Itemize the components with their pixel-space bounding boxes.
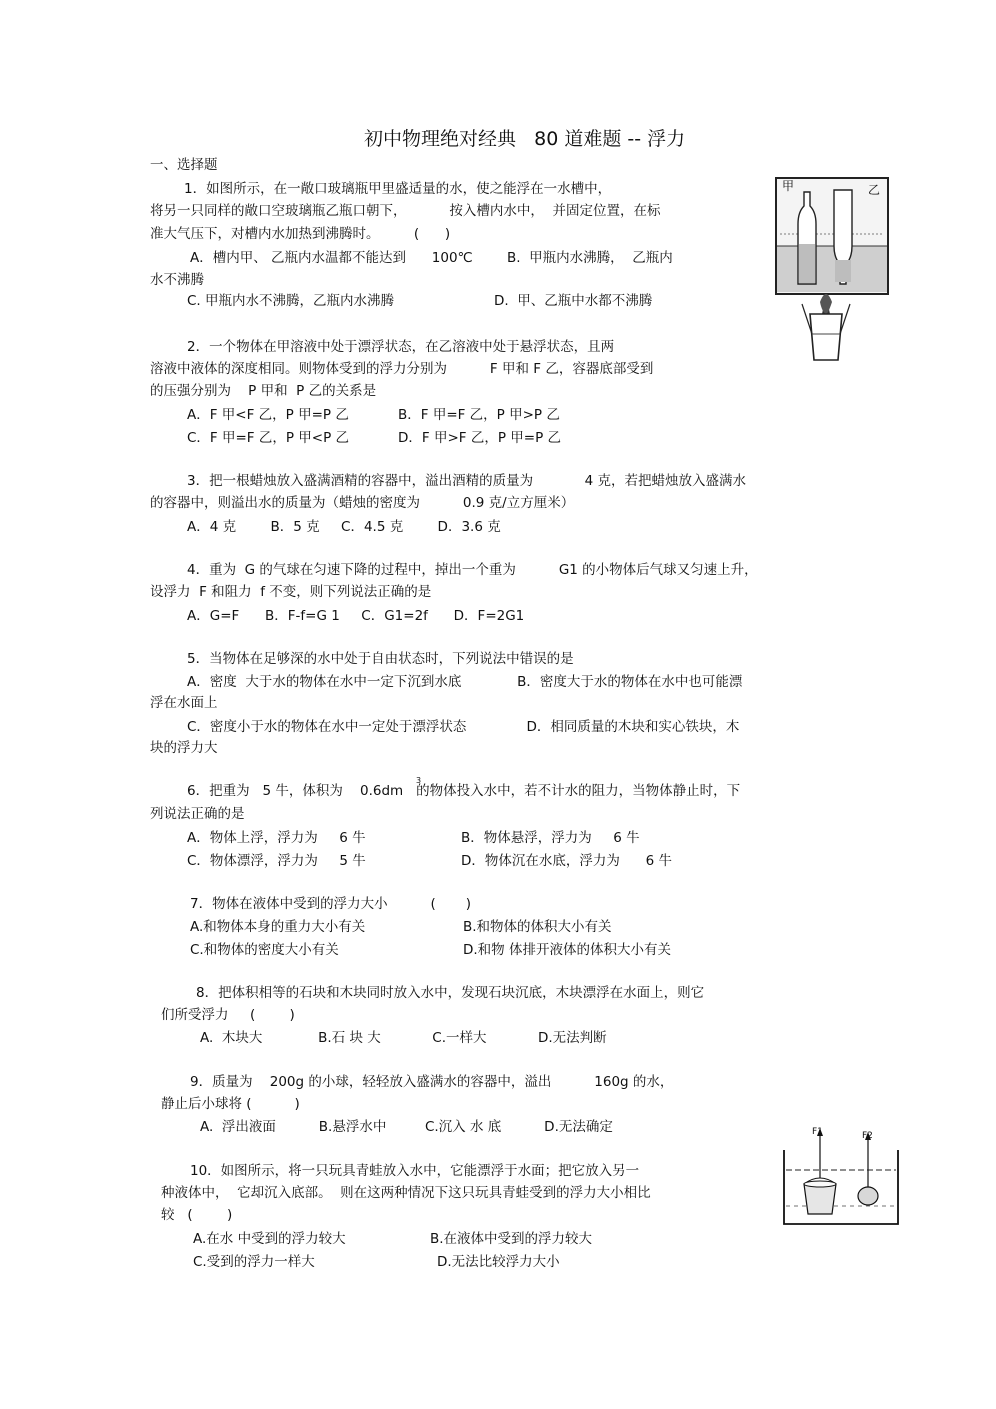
q8-options: A. 木块大 B.石 块 大 C.一样大 D.无法判断: [200, 1030, 607, 1046]
q10-figure-tank: [778, 1122, 902, 1228]
q3-line-2: 的容器中，则溢出水的质量为（蜡烛的密度为 0.9 克/立方厘米）: [150, 495, 575, 511]
q1-option-c: C. 甲瓶内水不沸腾，乙瓶内水沸腾: [187, 293, 395, 309]
q10-line-3: 较 ( ): [161, 1207, 233, 1223]
fig-label-f1: F1: [812, 1127, 823, 1137]
q1-figure-bottles: [772, 174, 892, 366]
q2-option-a: A．F 甲<F 乙，P 甲=P 乙: [187, 407, 349, 423]
q6-option-d: D．物体沉在水底，浮力为 6 牛: [461, 853, 673, 869]
q6-option-a: A．物体上浮，浮力为 6 牛: [187, 830, 366, 846]
q4-line-1: 4．重为 G 的气球在匀速下降的过程中，掉出一个重为 G1 的小物体后气球又匀速上升，: [187, 562, 758, 578]
q3-line-1: 3．把一根蜡烛放入盛满酒精的容器中，溢出酒精的质量为 4 克，若把蜡烛放入盛满水: [187, 473, 746, 489]
q9-line-2: 静止后小球将 ( ): [161, 1096, 300, 1112]
q2-option-d: D．F 甲>F 乙，P 甲=P 乙: [398, 430, 561, 446]
q5-option-c-cont: 块的浮力大: [150, 740, 218, 756]
q4-line-2: 设浮力 F 和阻力 f 不变，则下列说法正确的是: [150, 584, 432, 600]
q5-option-a-cont: 浮在水面上: [150, 695, 218, 711]
section-heading: 一、选择题: [150, 157, 218, 173]
page-title: 初中物理绝对经典 80 道难题 -- 浮力: [364, 128, 686, 150]
q5-option-c: C．密度小于水的物体在水中一定处于漂浮状态 D．相同质量的木块和实心铁块，木: [187, 719, 740, 735]
fig-label-yi: 乙: [868, 183, 881, 197]
q5-line-1: 5．当物体在足够深的水中处于自由状态时，下列说法中错误的是: [187, 651, 574, 667]
q2-line-1: 2．一个物体在甲溶液中处于漂浮状态，在乙溶液中处于悬浮状态，且两: [187, 339, 615, 355]
q7-line-1: 7．物体在液体中受到的浮力大小 ( ): [190, 896, 472, 912]
q10-option-a: A.在水 中受到的浮力较大: [193, 1231, 346, 1247]
q10-option-d: D.无法比较浮力大小: [437, 1254, 560, 1270]
q6-superscript: 3: [416, 776, 422, 785]
q10-option-c: C.受到的浮力一样大: [193, 1254, 315, 1270]
q8-line-1: 8．把体积相等的石块和木块同时放入水中，发现石块沉底，木块漂浮在水面上，则它: [196, 985, 705, 1001]
q8-line-2: 们所受浮力 ( ): [161, 1007, 295, 1023]
q2-line-3: 的压强分别为 P 甲和 P 乙的关系是: [150, 383, 377, 399]
q7-option-a: A.和物体本身的重力大小有关: [190, 919, 366, 935]
q10-line-2: 种液体中， 它却沉入底部。 则在这两种情况下这只玩具青蛙受到的浮力大小相比: [161, 1185, 651, 1201]
q10-line-1: 10．如图所示，将一只玩具青蛙放入水中，它能漂浮于水面；把它放入另一: [190, 1163, 640, 1179]
q3-options: A．4 克 B．5 克 C．4.5 克 D．3.6 克: [187, 519, 501, 535]
fig-label-f2: F2: [862, 1131, 873, 1141]
q2-line-2: 溶液中液体的深度相同。则物体受到的浮力分别为 F 甲和 F 乙，容器底部受到: [150, 361, 654, 377]
q1-option-a: A．槽内甲、 乙瓶内水温都不能达到 100℃ B. 甲瓶内水沸腾， 乙瓶内: [190, 250, 673, 266]
q2-option-c: C．F 甲=F 乙，P 甲<P 乙: [187, 430, 350, 446]
q5-option-a: A．密度 大于水的物体在水中一定下沉到水底 B．密度大于水的物体在水中也可能漂: [187, 674, 743, 690]
q6-option-b: B．物体悬浮，浮力为 6 牛: [461, 830, 640, 846]
q1-line-3: 准大气压下，对槽内水加热到沸腾时。 ( ): [150, 226, 451, 242]
q6-line-1: 6．把重为 5 牛，体积为 0.6dm 的物体投入水中，若不计水的阻力，当物体静止时，下: [187, 783, 741, 799]
q7-option-d: D.和物 体排开液体的体积大小有关: [463, 942, 671, 958]
q1-line-1: 1．如图所示，在一敞口玻璃瓶甲里盛适量的水，使之能浮在一水槽中，: [184, 181, 612, 197]
q4-options: A．G=F B．F-f=G 1 C．G1=2f D．F=2G1: [187, 608, 525, 624]
q7-option-b: B.和物体的体积大小有关: [463, 919, 612, 935]
q10-option-b: B.在液体中受到的浮力较大: [430, 1231, 593, 1247]
q2-option-b: B．F 甲=F 乙，P 甲>P 乙: [398, 407, 560, 423]
q1-option-d: D. 甲、乙瓶中水都不沸腾: [494, 293, 653, 309]
q9-options: A. 浮出液面 B.悬浮水中 C.沉入 水 底 D.无法确定: [200, 1119, 613, 1135]
q1-line-2: 将另一只同样的敞口空玻璃瓶乙瓶口朝下， 按入槽内水中， 并固定位置，在标: [150, 203, 661, 219]
q7-option-c: C.和物体的密度大小有关: [190, 942, 339, 958]
q1-option-a-cont: 水不沸腾: [150, 272, 204, 288]
q9-line-1: 9．质量为 200g 的小球，轻轻放入盛满水的容器中，溢出 160g 的水，: [190, 1074, 674, 1090]
fig-label-jia: 甲: [782, 179, 795, 193]
q6-option-c: C．物体漂浮，浮力为 5 牛: [187, 853, 366, 869]
q6-line-2: 列说法正确的是: [150, 806, 245, 822]
